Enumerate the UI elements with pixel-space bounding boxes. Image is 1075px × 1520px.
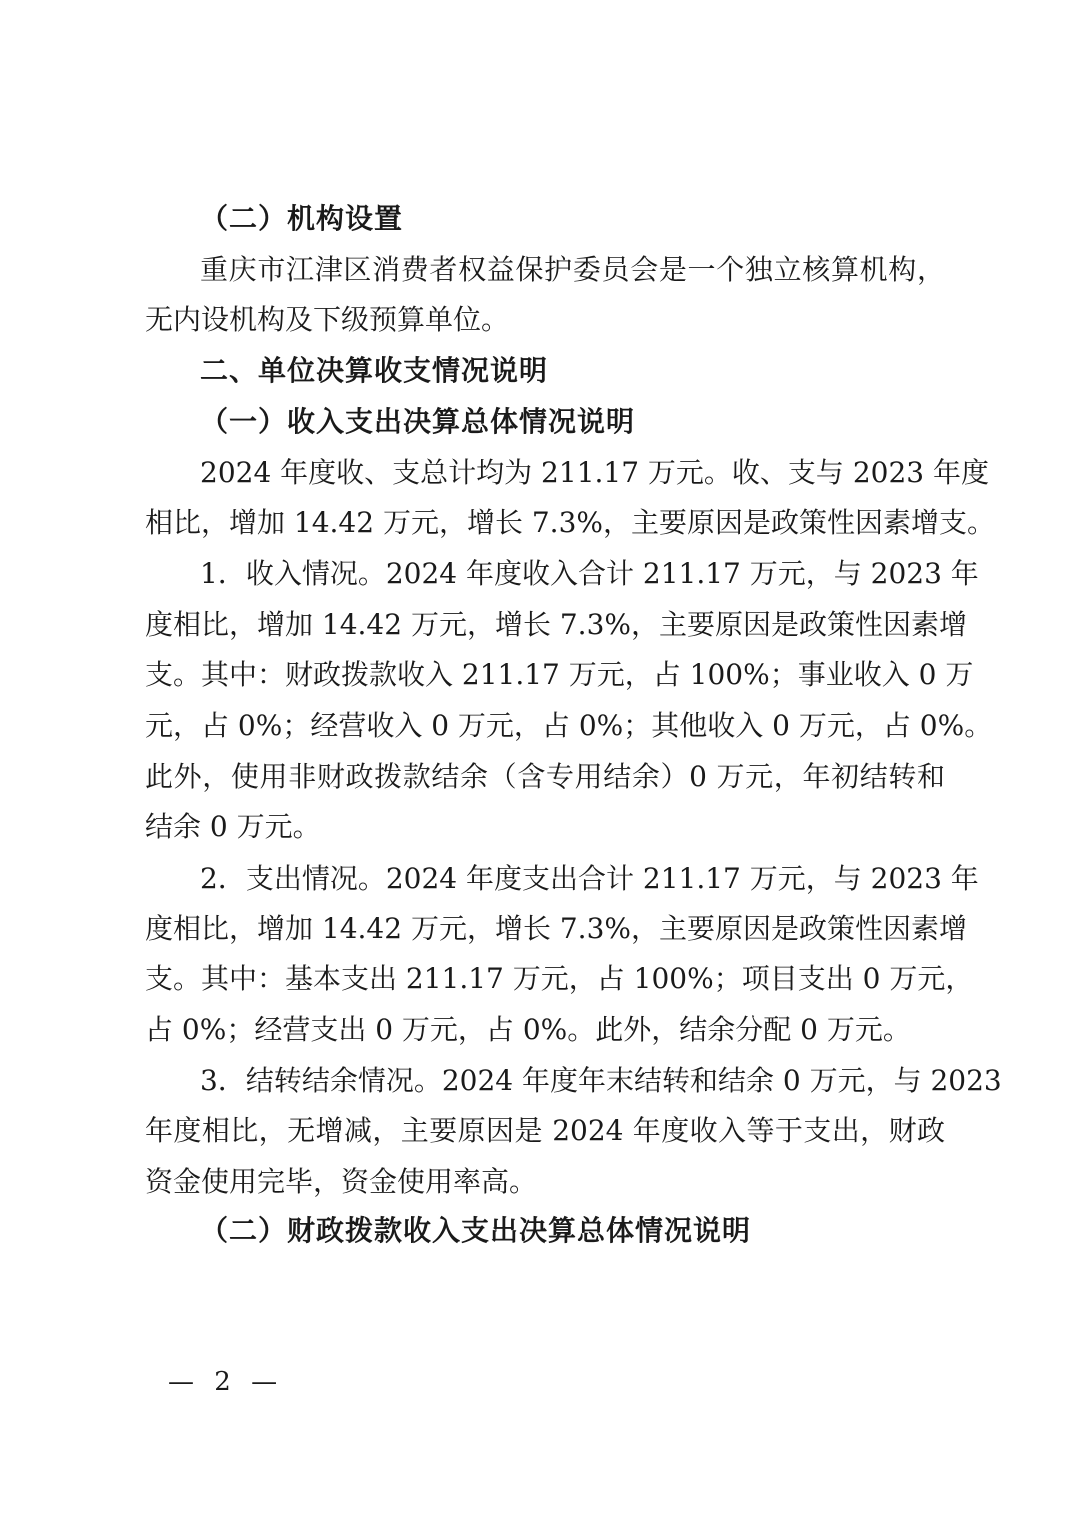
- paragraph-line: 度相比，增加 14.42 万元，增长 7.3%，主要原因是政策性因素增: [145, 912, 967, 945]
- paragraph-line: 支。其中：基本支出 211.17 万元，占 100%；项目支出 0 万元，: [145, 962, 974, 995]
- paragraph-line: 此外，使用非财政拨款结余（含专用结余）0 万元，年初结转和: [145, 760, 945, 793]
- paragraph-line: 支。其中：财政拨款收入 211.17 万元，占 100%；事业收入 0 万: [145, 658, 974, 691]
- paragraph-line: 2024 年度收、支总计均为 211.17 万元。收、支与 2023 年度: [200, 456, 989, 489]
- heading-section-two: 二、单位决算收支情况说明: [200, 354, 549, 387]
- paragraph-line: 3．结转结余情况。2024 年度年末结转和结余 0 万元，与 2023: [200, 1064, 1002, 1097]
- paragraph-line: 元，占 0%；经营收入 0 万元，占 0%；其他收入 0 万元，占 0%。: [145, 709, 993, 742]
- paragraph-line: 1．收入情况。2024 年度收入合计 211.17 万元，与 2023 年: [200, 557, 979, 590]
- page-number: — 2 —: [168, 1367, 284, 1397]
- heading-org-setup: （二）机构设置: [200, 202, 404, 235]
- paragraph-line: 无内设机构及下级预算单位。: [145, 303, 510, 336]
- paragraph-line: 结余 0 万元。: [145, 810, 321, 843]
- paragraph-line: 重庆市江津区消费者权益保护委员会是一个独立核算机构，: [200, 253, 945, 286]
- paragraph-line: 2．支出情况。2024 年度支出合计 211.17 万元，与 2023 年: [200, 862, 979, 895]
- paragraph-line: 度相比，增加 14.42 万元，增长 7.3%，主要原因是政策性因素增: [145, 608, 967, 641]
- heading-overall: （一）收入支出决算总体情况说明: [200, 405, 636, 438]
- paragraph-line: 资金使用完毕，资金使用率高。: [145, 1165, 538, 1198]
- paragraph-line: 年度相比，无增减，主要原因是 2024 年度收入等于支出，财政: [145, 1114, 945, 1147]
- paragraph-line: 相比，增加 14.42 万元，增长 7.3%，主要原因是政策性因素增支。: [145, 506, 995, 539]
- heading-fiscal: （二）财政拨款收入支出决算总体情况说明: [200, 1214, 752, 1247]
- paragraph-line: 占 0%；经营支出 0 万元，占 0%。此外，结余分配 0 万元。: [145, 1013, 911, 1046]
